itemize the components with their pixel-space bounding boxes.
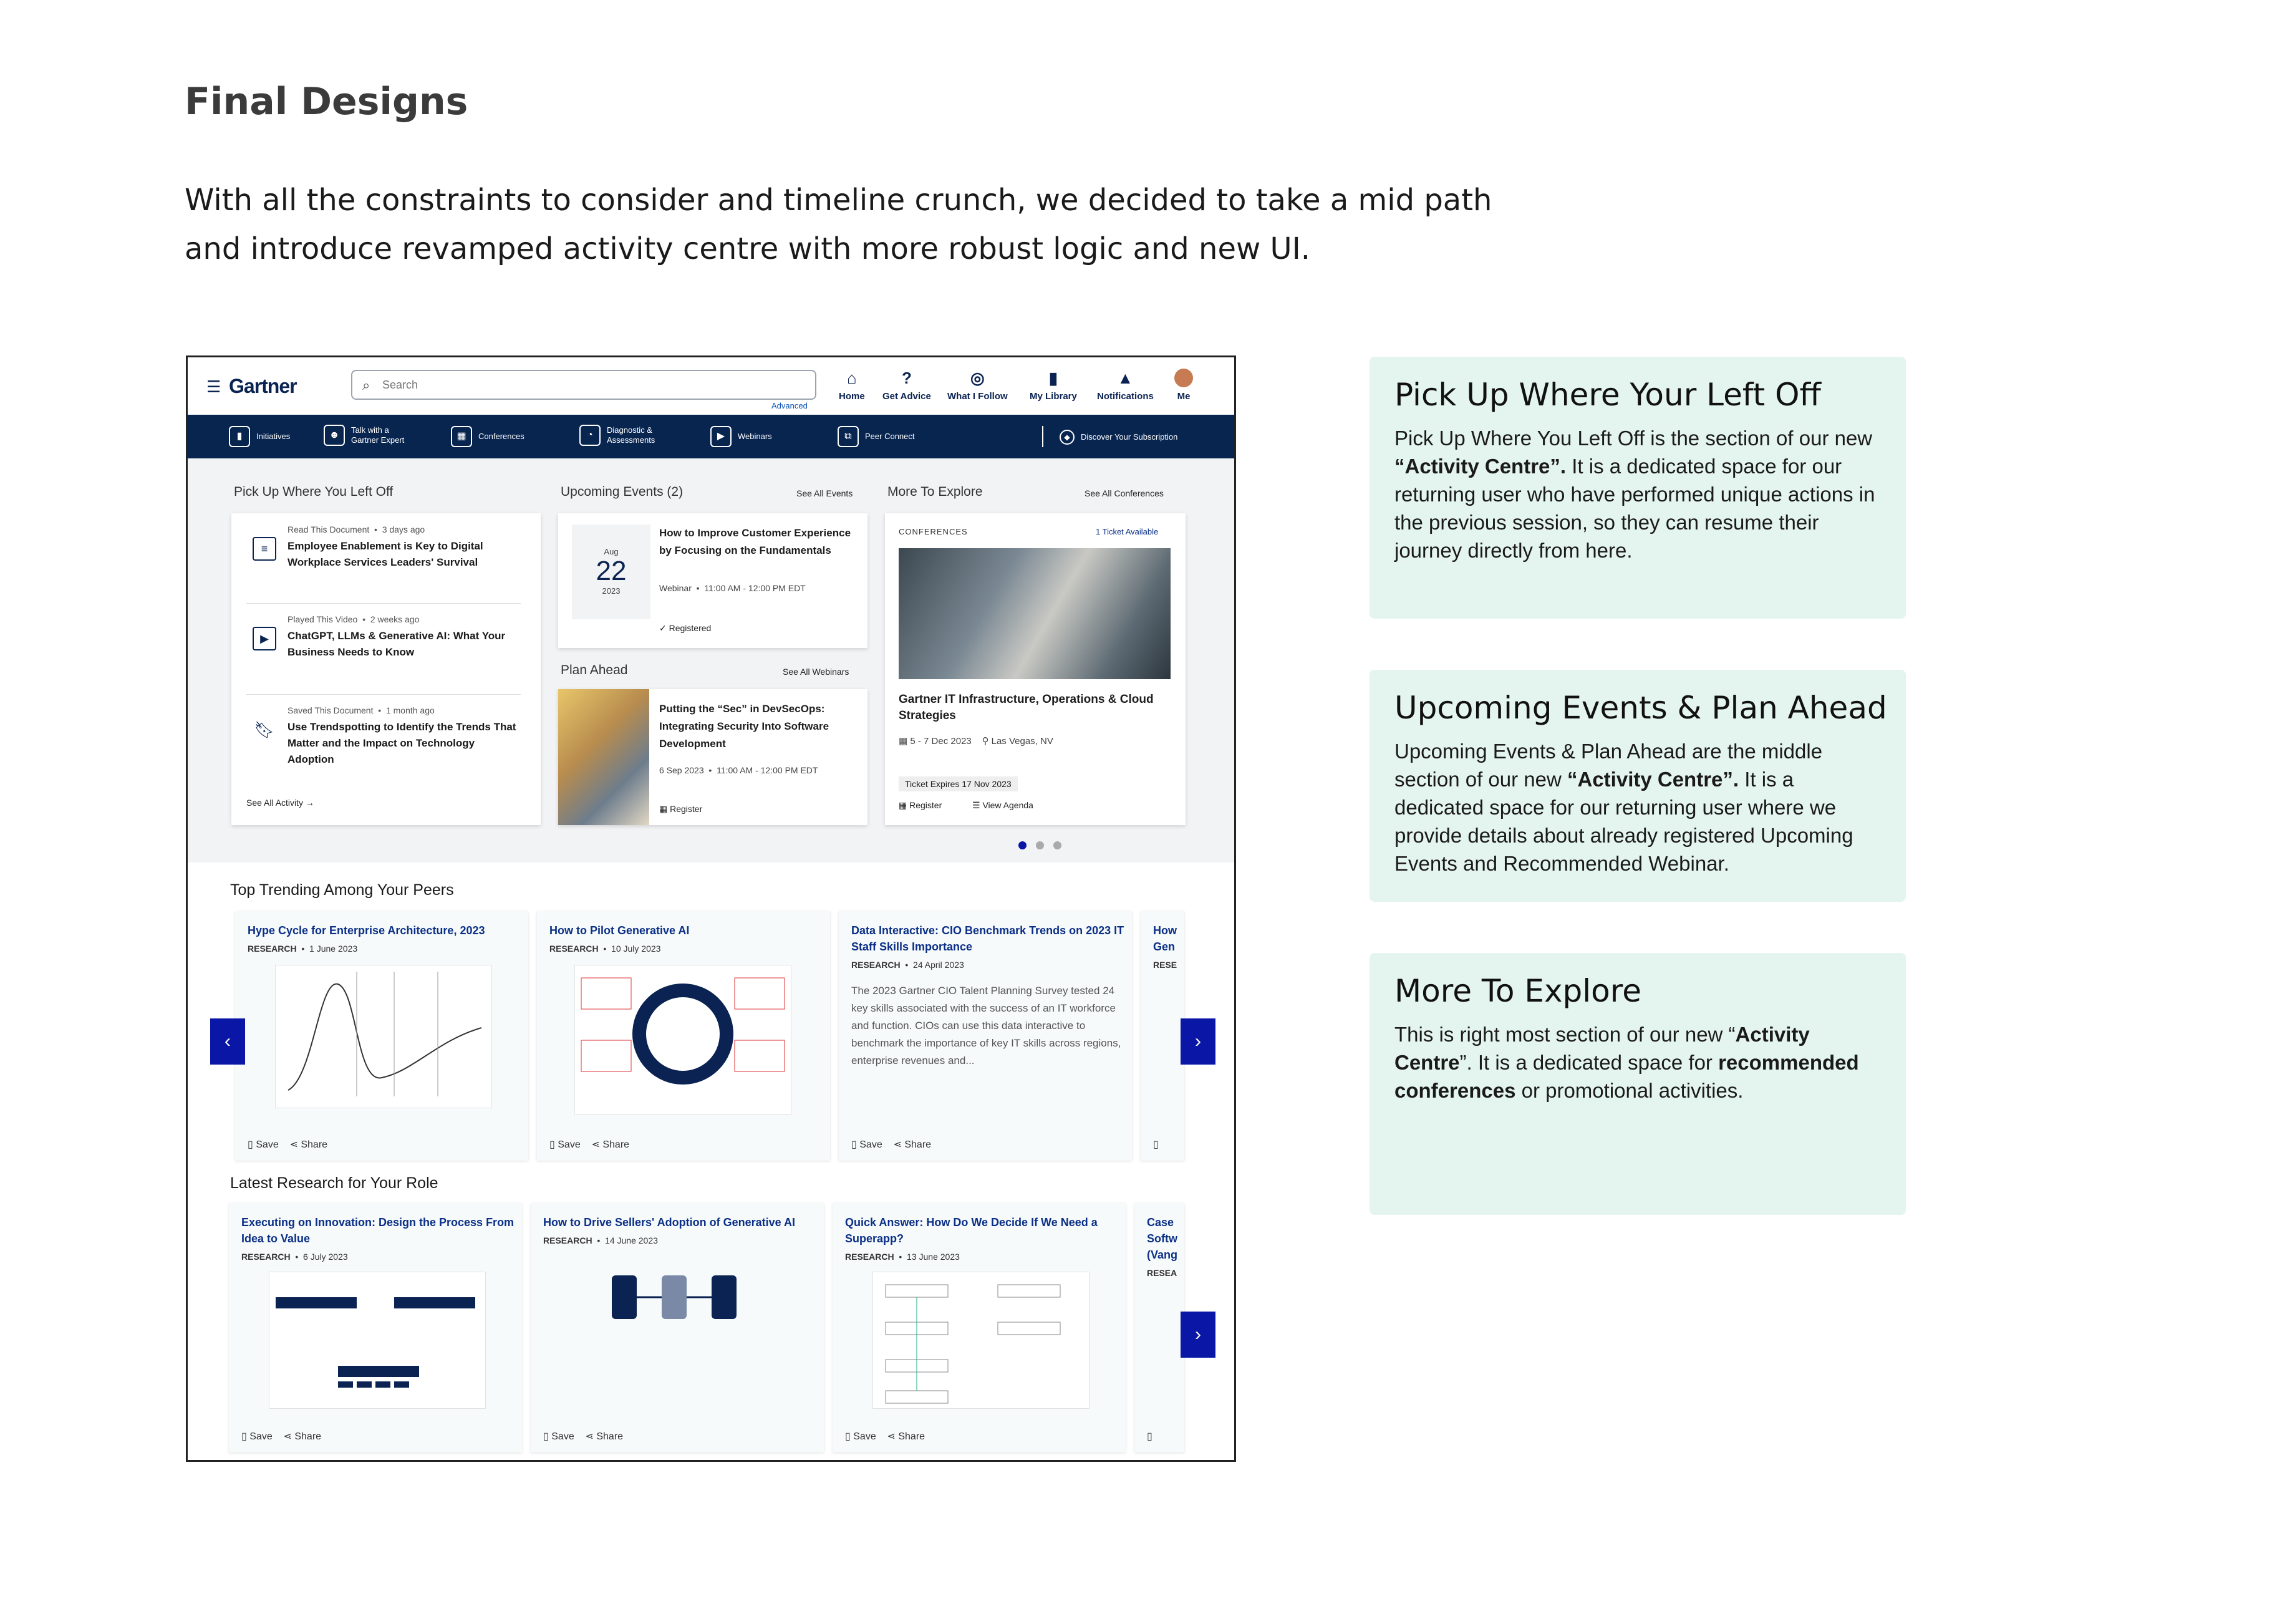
panel-title: Pick Up Where Your Left Off (1394, 377, 1821, 413)
subnav-webinars[interactable] (710, 426, 772, 447)
subnav-peer-connect[interactable] (838, 426, 915, 447)
webinar-card[interactable] (558, 689, 867, 825)
nav-my-library[interactable] (1030, 369, 1077, 402)
see-all-conferences-link[interactable]: See All Conferences (1085, 488, 1164, 498)
bell-icon: ▲ (1117, 369, 1134, 387)
research-title: Case Softw (Vang (1147, 1216, 1178, 1261)
location-icon: ⚲ (982, 736, 989, 747)
research-title: Executing on Innovation: Design the Process From Idea to Value (241, 1216, 515, 1245)
gartner-logo[interactable]: Gartner (229, 375, 297, 397)
carousel-dot[interactable] (1053, 841, 1061, 849)
chevron-right-icon: › (1195, 1324, 1201, 1345)
save-button[interactable]: ▯ Save (549, 1139, 581, 1150)
share-button[interactable]: ⋖ Share (893, 1139, 932, 1150)
research-title: Quick Answer: How Do We Decide If We Need a Superapp? (845, 1216, 1098, 1245)
panel-title: More To Explore (1394, 973, 1641, 1009)
activity-meta: Played This Video • 2 weeks ago (287, 614, 420, 624)
divider (246, 694, 521, 695)
activity-title: Employee Enablement is Key to Digital Workplace Services Leaders' Survival (287, 540, 483, 568)
subnav-label-1: Talk with a (351, 425, 389, 435)
events-heading: Upcoming Events (2) (561, 485, 684, 499)
research-card[interactable] (229, 1203, 522, 1452)
activity-item[interactable] (246, 524, 521, 571)
carousel-prev-button[interactable] (210, 1018, 245, 1065)
subnav-label-1: Diagnostic & (607, 425, 652, 435)
bookmark-icon: ▮ (1048, 369, 1058, 387)
tickets-available: 1 Ticket Available (1096, 527, 1159, 536)
webinar-title: Putting the “Sec” in DevSecOps: Integrating Security Into Software Development (659, 703, 829, 750)
activity-item[interactable] (246, 614, 521, 660)
card-actions (543, 1430, 623, 1443)
event-meta: Webinar • 11:00 AM - 12:00 PM EDT (659, 583, 806, 593)
trending-heading: Top Trending Among Your Peers (230, 881, 454, 899)
calendar-icon: ▦ (899, 736, 908, 747)
intro-line-2: and introduce revamped activity centre with more robust logic and new UI. (185, 231, 1311, 266)
subnav-label-2: Gartner Expert (351, 435, 405, 445)
card-actions (241, 1430, 321, 1443)
chevron-right-icon: › (1195, 1031, 1201, 1051)
calendar-icon: ▦ (899, 800, 907, 810)
advanced-search-link[interactable]: Advanced (771, 401, 808, 410)
nav-label: Notifications (1097, 391, 1154, 402)
nav-label: What I Follow (947, 391, 1008, 402)
nav-label: My Library (1030, 391, 1077, 402)
save-button[interactable]: ▯ Save (851, 1139, 882, 1150)
decision-tree (873, 1272, 1089, 1408)
conference-meta: ▦ 5 - 7 Dec 2023 ⚲ Las Vegas, NV (899, 736, 1053, 747)
subnav-discover[interactable] (1060, 430, 1177, 445)
hype-cycle-chart (276, 965, 491, 1108)
save-button[interactable]: ▯ Save (543, 1431, 574, 1442)
conference-card[interactable] (885, 513, 1186, 825)
subnav-divider (1042, 426, 1043, 447)
research-card[interactable] (839, 911, 1132, 1161)
search-input[interactable] (382, 376, 794, 394)
research-summary: The 2023 Gartner CIO Talent Planning Survey tested 24 key skills associated with the success of an IT workforce and function. CIOs can use this data interactive to benchmark the importance of key IT skills across regions, enterprise revenues and... (851, 985, 1121, 1066)
menu-icon[interactable]: ☰ (206, 377, 221, 396)
flag-icon: ▮ (229, 426, 250, 447)
share-button[interactable]: ⋖ Share (887, 1431, 925, 1442)
research-meta: RESEARCH • 13 June 2023 (845, 1252, 960, 1262)
research-title: Hype Cycle for Enterprise Architecture, 2023 (248, 924, 485, 937)
activity-meta: Read This Document • 3 days ago (287, 524, 425, 534)
panel-pickup (1370, 357, 1906, 619)
expert-icon: ☻ (324, 425, 345, 446)
research-meta: RESEARCH • 6 July 2023 (241, 1252, 348, 1262)
nav-me[interactable] (1174, 369, 1193, 402)
explore-heading: More To Explore (887, 485, 983, 499)
subnav-label: Peer Connect (865, 432, 915, 441)
research-thumbnail (568, 1257, 785, 1356)
share-button[interactable]: ⋖ Share (283, 1431, 322, 1442)
webinar-icon: ▶ (710, 426, 732, 447)
share-button[interactable]: ⋖ Share (289, 1139, 328, 1150)
subnav-label (607, 425, 655, 445)
research-title: How to Drive Sellers' Adoption of Generative AI (543, 1216, 796, 1229)
webinar-meta: 6 Sep 2023 • 11:00 AM - 12:00 PM EDT (659, 765, 818, 775)
event-title: How to Improve Customer Experience by Focusing on the Fundamentals (659, 527, 851, 556)
plan-heading: Plan Ahead (561, 663, 628, 677)
research-card[interactable] (531, 1203, 824, 1452)
card-actions (248, 1138, 327, 1151)
registered-status: ✓ Registered (659, 623, 712, 633)
intro-text (185, 176, 1519, 273)
webinar-register-button[interactable]: ▦ Register (659, 804, 703, 814)
research-title: Data Interactive: CIO Benchmark Trends on 2023 IT Staff Skills Importance (851, 924, 1124, 953)
event-date (572, 524, 650, 619)
process-diagram (269, 1272, 485, 1408)
divider (246, 603, 521, 604)
research-meta: RESEARCH • 10 July 2023 (549, 944, 661, 954)
nav-label: Me (1177, 391, 1191, 402)
research-thumbnail (872, 1272, 1090, 1409)
panel-title: Upcoming Events & Plan Ahead (1394, 690, 1887, 726)
subnav-label (351, 425, 404, 445)
carousel-dot[interactable] (1036, 841, 1044, 849)
pickup-heading: Pick Up Where You Left Off (234, 485, 394, 499)
nav-label: Get Advice (882, 391, 931, 402)
panel-text: Upcoming Events & Plan Ahead are the middle section of our new “Activity Centre”. It is a dedicated space for our returning user where we provide details about already registered Upcoming Events and Recommended Webinar. (1394, 740, 1853, 875)
research-title: How Gen (1153, 924, 1177, 953)
subnav-label: Webinars (738, 432, 772, 441)
activity-item[interactable] (246, 705, 521, 768)
event-card[interactable] (558, 513, 867, 648)
research-card-partial[interactable] (1134, 1203, 1184, 1452)
save-button[interactable]: ▯ Save (845, 1431, 876, 1442)
research-title: How to Pilot Generative AI (549, 924, 690, 937)
carousel-next-button[interactable] (1181, 1312, 1215, 1358)
card-actions (549, 1138, 629, 1151)
see-all-activity-link[interactable]: See All Activity → (246, 798, 314, 808)
mockup-screenshot (186, 355, 1236, 1462)
event-month: Aug (604, 547, 619, 556)
research-card[interactable] (537, 911, 830, 1161)
save-button[interactable]: ▯ Save (241, 1431, 273, 1442)
question-icon: ? (901, 369, 912, 387)
conference-image (899, 548, 1171, 679)
avatar (1174, 369, 1193, 387)
webinar-image (558, 689, 649, 825)
panel-events (1370, 670, 1906, 902)
research-card-partial[interactable] (1141, 911, 1184, 1161)
intro-line-1: With all the constraints to consider and timeline crunch, we decided to take a mid path (185, 183, 1492, 218)
conference-title: Gartner IT Infrastructure, Operations & Cloud Strategies (899, 693, 1154, 722)
card-actions (845, 1430, 925, 1443)
panel-text: This is right most section of our new “Activity Centre”. It is a dedicated space for recommended conferences or promotional activities. (1394, 1023, 1859, 1102)
ticket-expiry-badge: Ticket Expires 17 Nov 2023 (899, 776, 1018, 791)
nav-get-advice[interactable] (882, 369, 931, 402)
flow-diagram (568, 1257, 784, 1355)
top-bar (188, 357, 1234, 415)
carousel-dot-active[interactable] (1018, 841, 1027, 849)
subnav-diagnostic[interactable] (579, 425, 655, 446)
share-button[interactable]: ⋖ Share (585, 1431, 624, 1442)
see-all-events-link[interactable]: See All Events (796, 488, 853, 498)
gauge-icon: ◔ (579, 425, 601, 446)
conference-register-button[interactable]: ▦ Register (899, 800, 942, 810)
video-icon: ▶ (253, 627, 276, 650)
share-button[interactable]: ⋖ Share (591, 1139, 630, 1150)
see-all-webinars-link[interactable]: See All Webinars (783, 667, 849, 677)
research-card[interactable] (833, 1203, 1126, 1452)
document-icon: ≡ (253, 537, 276, 561)
activity-centre (188, 458, 1234, 863)
subnav-talk-expert[interactable] (324, 425, 404, 446)
search-box[interactable] (351, 370, 816, 400)
research-meta: RESEARCH • 24 April 2023 (851, 960, 964, 970)
nav-notifications[interactable] (1097, 369, 1154, 402)
sub-nav (188, 415, 1234, 458)
research-thumbnail (574, 965, 791, 1114)
save-icon[interactable]: ▯ (1147, 1431, 1152, 1442)
subnav-label: Initiatives (256, 432, 291, 441)
research-meta: RESEARCH • 1 June 2023 (248, 944, 358, 954)
nav-home[interactable] (839, 369, 865, 402)
nav-what-i-follow[interactable] (947, 369, 1008, 402)
latest-heading: Latest Research for Your Role (230, 1174, 438, 1192)
panel-text: Pick Up Where You Left Off is the section of our new “Activity Centre”. It is a dedicated space for our returning user who have performed unique actions in the previous session, so they can resume their journey directly from here. (1394, 427, 1875, 562)
pickup-card (231, 513, 541, 825)
calendar-icon: ▦ (451, 426, 472, 447)
view-agenda-button[interactable]: ☰ View Agenda (972, 800, 1033, 810)
conference-tag: CONFERENCES (899, 527, 968, 536)
subnav-label: Conferences (478, 432, 524, 441)
subnav-conferences[interactable] (451, 426, 524, 447)
home-icon: ⌂ (846, 369, 857, 387)
activity-title: ChatGPT, LLMs & Generative AI: What Your Business Needs to Know (287, 630, 506, 658)
follow-icon: ◎ (970, 369, 985, 387)
activity-meta: Saved This Document • 1 month ago (287, 705, 435, 715)
cycle-diagram (575, 965, 791, 1114)
activity-title: Use Trendspotting to Identify the Trends That Matter and the Impact on Technology Adoption (287, 721, 516, 765)
calendar-icon: ▦ (659, 804, 668, 814)
peer-icon: ⧉ (838, 426, 859, 447)
panel-explore (1370, 953, 1906, 1215)
carousel-next-button[interactable] (1181, 1018, 1215, 1065)
page-heading: Final Designs (185, 80, 468, 123)
bookmark-icon: 🔖︎ (254, 720, 275, 739)
subnav-label-2: Assessments (607, 435, 655, 445)
event-year: 2023 (602, 586, 621, 596)
research-thumbnail (275, 965, 492, 1108)
card-actions (851, 1138, 931, 1151)
research-thumbnail (269, 1272, 486, 1409)
chevron-left-icon: ‹ (225, 1031, 231, 1051)
research-meta: RESEARCH • 14 June 2023 (543, 1235, 658, 1245)
compass-icon: ◆ (1060, 430, 1075, 445)
research-meta: RESE (1153, 960, 1177, 970)
subnav-label: Discover Your Subscription (1081, 432, 1178, 442)
save-icon[interactable]: ▯ (1153, 1139, 1159, 1150)
nav-label: Home (839, 391, 865, 402)
save-button[interactable]: ▯ Save (248, 1139, 279, 1150)
search-icon: ⌕ (362, 377, 370, 393)
list-icon: ☰ (972, 800, 980, 810)
event-day: 22 (596, 556, 627, 586)
research-card[interactable] (235, 911, 528, 1161)
subnav-initiatives[interactable] (229, 426, 290, 447)
research-meta: RESEA (1147, 1268, 1177, 1278)
